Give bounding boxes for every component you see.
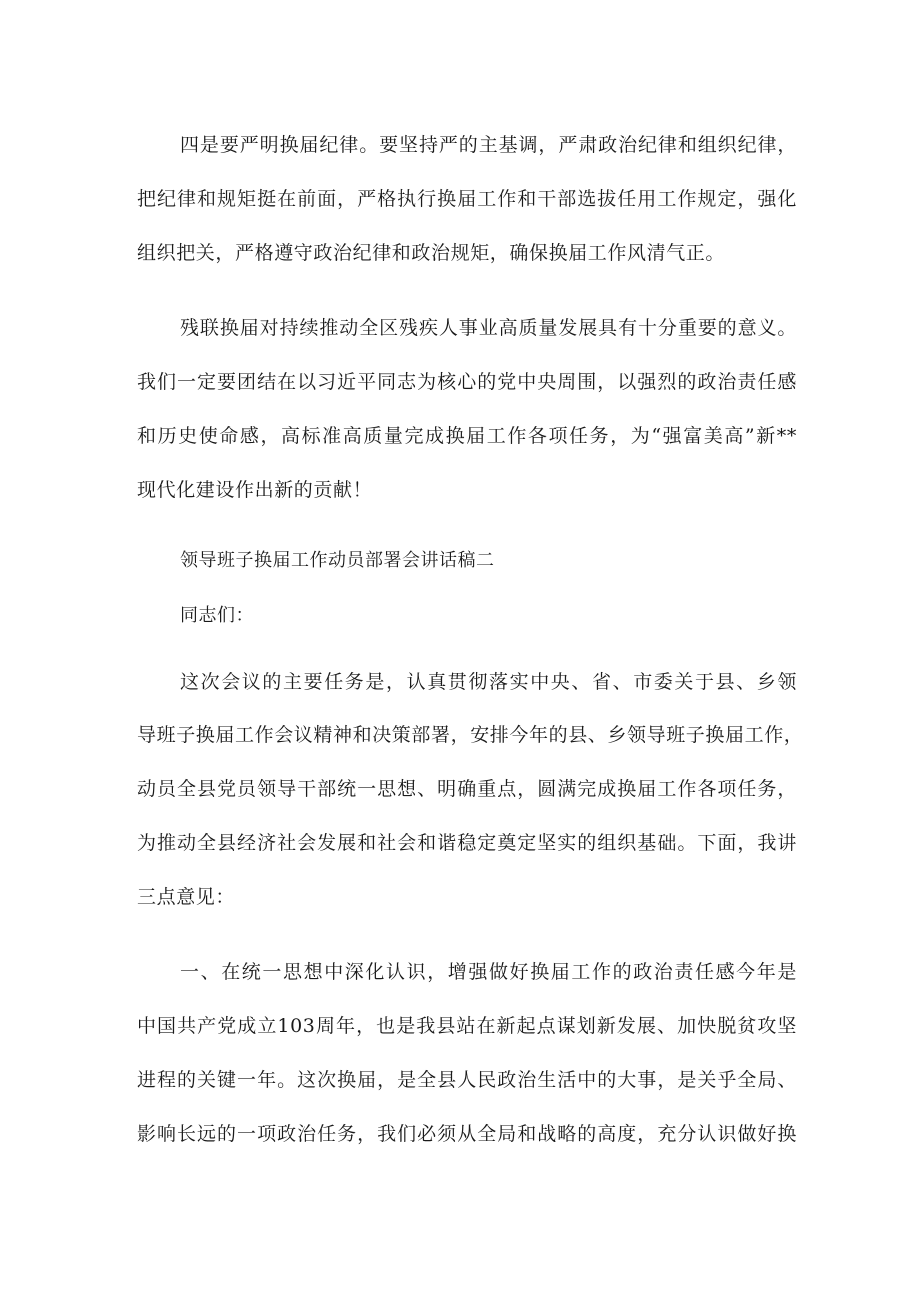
- paragraph-line: 三点意见：: [137, 886, 236, 908]
- paragraph-line: 这次会议的主要任务是，认真贯彻落实中央、省、市委关于县、乡领: [180, 671, 797, 693]
- paragraph-line: 把纪律和规矩挺在前面，严格执行换届工作和干部选拔任用工作规定，强化: [137, 188, 797, 210]
- speech-title: 领导班子换届工作动员部署会讲话稿二: [180, 550, 495, 571]
- paragraph-line: 为推动全县经济社会发展和社会和谐稳定奠定坚实的组织基础。下面，我讲: [137, 832, 797, 854]
- paragraph-line: 残联换届对持续推动全区残疾人事业高质量发展具有十分重要的意义。: [180, 317, 797, 339]
- paragraph-line: 和历史使命感，高标准高质量完成换届工作各项任务，为“强富美高”新**: [137, 425, 797, 447]
- salutation: 同志们：: [180, 605, 254, 626]
- paragraph-line: 中国共产党成立103周年，也是我县站在新起点谋划新发展、加快脱贫攻坚: [137, 1015, 797, 1037]
- paragraph-line: 四是要严明换届纪律。要坚持严的主基调，严肃政治纪律和组织纪律，: [180, 134, 797, 156]
- paragraph-line: 动员全县党员领导干部统一思想、明确重点，圆满完成换届工作各项任务，: [137, 778, 797, 800]
- paragraph-line: 组织把关，严格遵守政治纪律和政治规矩，确保换届工作风清气正。: [137, 242, 726, 264]
- paragraph-line: 进程的关键一年。这次换届，是全县人民政治生活中的大事，是关乎全局、: [137, 1069, 797, 1091]
- paragraph-line: 影响长远的一项政治任务，我们必须从全局和战略的高度，充分认识做好换: [137, 1123, 797, 1145]
- paragraph-line: 现代化建设作出新的贡献！: [137, 479, 373, 501]
- paragraph-line: 我们一定要团结在以习近平同志为核心的党中央周围，以强烈的政治责任感: [137, 371, 797, 393]
- paragraph-line: 一、在统一思想中深化认识，增强做好换届工作的政治责任感今年是: [180, 961, 797, 983]
- paragraph-line: 导班子换届工作会议精神和决策部署，安排今年的县、乡领导班子换届工作，: [137, 724, 804, 746]
